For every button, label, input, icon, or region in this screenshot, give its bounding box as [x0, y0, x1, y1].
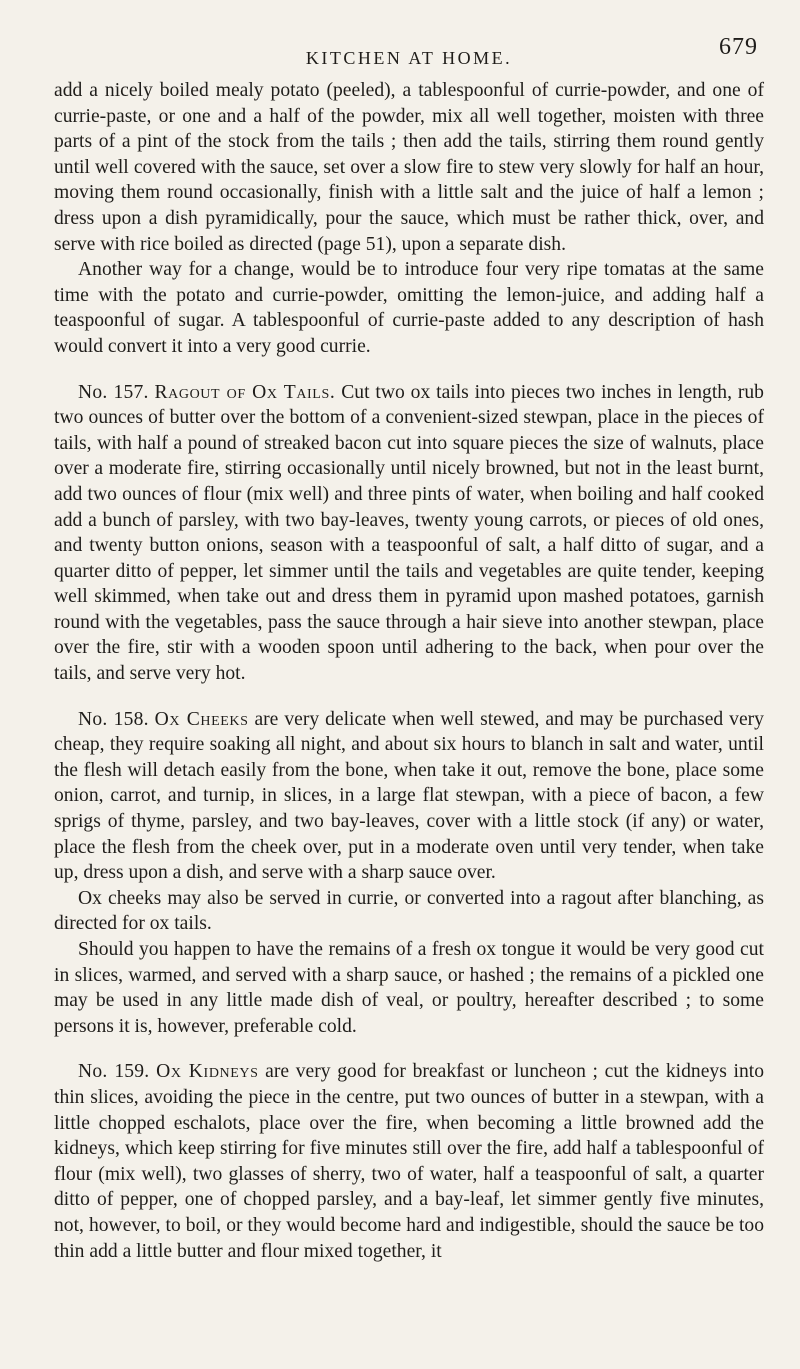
- running-head: [54, 0, 764, 78]
- recipe-text: Cut two ox tails into pieces two inches in length, rub two ounces of butter over the bottom of a convenient-sized stewpan, place in the pieces of tails, with half a pound of streaked bacon cut into square pieces the size of walnuts, place over a moderate fire, stirring occasionally until nicely browned, but not in the least burnt, add two ounces of flour (mix well) and three pints of water, when boiling and half cooked add a bunch of parsley, with two bay-leaves, twenty young carrots, or pieces of old ones, and twenty button onions, season with a teaspoonful of salt, a half ditto of sugar, and a quarter ditto of pepper, let simmer until the tails and vegetables are quite tender, keeping well skimmed, when take out and dress them in pyramid upon mashed potatoes, garnish round with the vegetables, pass the sauce through a hair sieve into another stewpan, place over the fire, stir with a wooden spoon until adhering to the back, when pour over the tails, and serve very hot.: [54, 381, 764, 685]
- recipe-text: are very delicate when well stewed, and may be purchased very cheap, they require soaking all night, and about six hours to blanch in salt and water, until the flesh will detach easily from the bone, when take it out, remove the bone, place some onion, carrot, and turnip, in slices, in a large flat stewpan, with a piece of bacon, a few sprigs of thyme, parsley, and two bay-leaves, cover with a little stock (if any) or water, place the flesh from the cheek over, put in a moderate oven until very tender, when take up, dress upon a dish, and serve with a sharp sauce over.: [54, 708, 764, 884]
- recipe-158-paragraph-2: Ox cheeks may also be served in currie, or converted into a ragout after blanching, as directed for ox tails.: [54, 887, 764, 935]
- recipe-number: No. 157.: [78, 381, 149, 403]
- intro-paragraph-2: Another way for a change, would be to introduce four very ripe tomatas at the same time with the potato and currie-powder, omitting the lemon-juice, and adding half a teaspoonful of sugar. A tablespoonful of currie-paste added to any description of hash would convert it into a very good currie.: [54, 259, 764, 357]
- recipe-text: are very good for breakfast or luncheon ; cut the kidneys into thin slices, avoiding the piece in the centre, put two ounces of butter in a stewpan, with a little chopped eschalots, place over the fire, when becoming a little browned add the kidneys, which keep stirring for five minutes still over the fire, add half a tablespoonful of flour (mix well), two glasses of sherry, two of water, half a teaspoonful of salt, a quarter ditto of pepper, one of chopped parsley, and a bay-leaf, let simmer gently five minutes, not, however, to boil, or they would become hard and indigestible, should the sauce be too thin add a little butter and flour mixed together, it: [54, 1061, 764, 1262]
- running-title: KITCHEN AT HOME.: [305, 48, 513, 68]
- recipe-158: [54, 707, 764, 886]
- recipe-159: [54, 1059, 764, 1264]
- recipe-title: Ox Cheeks: [154, 708, 249, 730]
- recipe-number: No. 158.: [78, 708, 149, 730]
- recipe-title: Ragout of Ox Tails.: [154, 381, 336, 403]
- body-text: [54, 78, 764, 1264]
- recipe-157: [54, 380, 764, 687]
- recipe-158-paragraph-3: Should you happen to have the remains of a fresh ox tongue it would be very good cut in slices, warmed, and served with a sharp sauce, or hashed ; the remains of a pickled one may be used in any little made dish of veal, or poultry, hereafter described ; to some persons it is, however, preferable cold.: [54, 939, 764, 1037]
- recipe-title: Ox Kidneys: [156, 1061, 259, 1083]
- intro-paragraph-1: add a nicely boiled mealy potato (peeled), a tablespoonful of currie-powder, and one of currie-paste, or one and a half of the powder, mix all well together, moisten with three parts of a pint of the stock from the tails ; then add the tails, stirring them round gently until well covered with the sauce, set over a slow fire to stew very slowly for half an hour, moving them round occasionally, finish with a little salt and the juice of half a lemon ; dress upon a dish pyramidically, pour the sauce, which must be rather thick, over, and serve with rice boiled as directed (page 51), upon a separate dish.: [54, 80, 764, 255]
- page-number: 679: [719, 34, 758, 60]
- recipe-number: No. 159.: [78, 1061, 150, 1083]
